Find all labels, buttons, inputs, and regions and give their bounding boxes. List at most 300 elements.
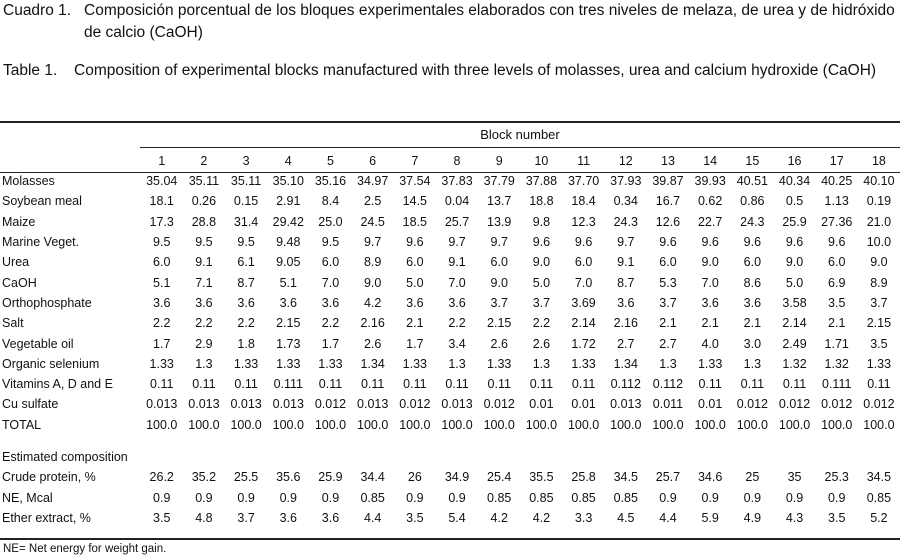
table-cell: 39.93 [694,174,726,189]
table-cell: 2.1 [659,316,677,331]
table-cell: 0.9 [659,490,677,505]
table-cell: 0.01 [571,397,596,412]
table-cell: 0.9 [785,490,804,505]
table-cell: 0.26 [191,194,217,209]
table-cell: 1.3 [448,356,466,371]
table-cell: 1.33 [571,356,596,371]
table-cell: 4.2 [490,510,508,525]
table-cell: 1.7 [153,336,171,351]
table-cell: 100.0 [525,417,558,432]
table-cell: 0.111 [273,377,303,392]
table-cell: 3.0 [743,336,762,351]
table-cell: 0.013 [610,397,642,412]
table-cell: 26.2 [149,470,174,485]
ingredient-row [0,415,900,435]
table-cell: 3.6 [743,295,762,310]
table-cell: 100.0 [399,417,431,432]
estimated-composition-header-row [0,447,900,467]
table-cell: 100.0 [441,417,473,432]
table-cell: 9.7 [490,235,508,250]
table-cell: 1.3 [659,356,677,371]
block-header-rule [140,147,900,148]
table-cell: 18.4 [571,194,596,209]
table-cell: 3.6 [406,295,424,310]
table-cell: 24.5 [360,214,385,229]
row-label: Urea [2,255,30,270]
table-cell: 9.0 [490,275,508,290]
table-cell: 6.0 [743,255,762,270]
ingredient-row [0,272,900,292]
table-cell: 0.013 [188,397,220,412]
block-number: 10 [534,154,549,168]
table-cell: 2.2 [153,316,171,331]
table-cell: 100.0 [483,417,515,432]
table-cell: 0.11 [192,377,216,392]
table-cell: 9.6 [532,235,551,250]
table-cell: 0.9 [153,490,171,505]
table-cell: 18.8 [529,194,554,209]
row-label: Vegetable oil [2,336,74,351]
table-cell: 2.7 [659,336,677,351]
table-cell: 3.5 [406,510,424,525]
table-body [0,171,900,528]
table-cell: 31.4 [233,214,259,229]
table-cell: 4.2 [532,510,551,525]
table-cell: 0.11 [571,377,596,392]
caption-spanish-label: Cuadro 1. [3,2,72,19]
table-cell: 0.85 [866,490,892,505]
block-number: 14 [703,154,718,168]
table-cell: 35.10 [272,174,304,189]
table-cell: 3.6 [195,295,213,310]
table-cell: 3.6 [448,295,466,310]
table-cell: 8.7 [617,275,635,290]
table-cell: 5.9 [701,510,719,525]
table-cell: 0.11 [487,377,511,392]
table-cell: 9.0 [532,255,551,270]
table-cell: 5.2 [870,510,888,525]
table-cell: 1.33 [318,356,343,371]
table-cell: 8.4 [321,194,340,209]
table-cell: 1.71 [824,336,849,351]
table-cell: 0.34 [613,194,638,209]
table-cell: 6.0 [406,255,424,270]
row-label: Organic selenium [2,356,100,371]
table-cell: 2.14 [571,316,596,331]
table-cell: 35.11 [230,174,262,189]
estimated-row [0,487,900,507]
table-cell: 25.3 [824,470,849,485]
block-number: 1 [158,154,166,168]
table-cell: 6.0 [153,255,171,270]
ingredient-row [0,333,900,353]
section-spacer [0,435,900,447]
table-cell: 2.5 [363,194,382,209]
table-cell: 37.93 [610,174,642,189]
table-cell: 8.6 [743,275,762,290]
table-cell: 25.0 [318,214,343,229]
table-cell: 0.62 [697,194,723,209]
block-number: 8 [453,154,461,168]
table-cell: 4.5 [617,510,635,525]
table-cell: 37.70 [567,174,600,189]
table-cell: 7.1 [195,275,213,290]
table-cell: 0.012 [483,397,515,412]
table-cell: 27.36 [821,214,853,229]
block-number: 4 [284,154,292,168]
table-cell: 9.1 [617,255,635,270]
block-number: 9 [495,154,503,168]
table-cell: 0.11 [698,377,722,392]
table-cell: 0.111 [822,377,852,392]
table-cell: 9.6 [659,235,677,250]
table-cell: 2.1 [406,316,424,331]
table-cell: 9.7 [617,235,635,250]
table-cell: 3.5 [870,336,888,351]
ingredient-row [0,212,900,232]
block-number: 13 [661,154,675,168]
table-cell: 35.11 [188,174,220,189]
table-cell: 3.7 [659,295,677,310]
table-cell: 2.2 [448,316,466,331]
table-cell: 0.013 [146,397,178,412]
table-cell: 0.11 [318,377,343,392]
table-cell: 1.32 [824,356,849,371]
row-label: Maize [2,214,36,229]
table-cell: 1.33 [697,356,723,371]
ingredient-row [0,313,900,333]
table-cell: 6.0 [659,255,677,270]
table-cell: 2.6 [532,336,551,351]
table-cell: 35.16 [314,174,347,189]
footnote: NE= Net energy for weight gain. [3,543,167,555]
block-number-header: Block number [480,127,560,142]
table-cell: 6.0 [490,255,508,270]
table-cell: 1.33 [866,356,892,371]
table-cell: 9.7 [363,235,382,250]
table-cell: 35 [787,470,802,485]
table-cell: 3.7 [532,295,551,310]
table-cell: 9.5 [153,235,171,250]
table-cell: 0.013 [441,397,473,412]
table-cell: 1.3 [195,356,213,371]
table-bottom-rule [0,538,900,540]
table-cell: 1.73 [276,336,301,351]
table-cell: 0.013 [357,397,389,412]
table-cell: 1.33 [402,356,428,371]
table-cell: 4.9 [743,510,762,525]
table-cell: 0.012 [314,397,347,412]
table-cell: 10.0 [866,235,892,250]
table-cell: 3.6 [701,295,719,310]
table-cell: 2.2 [195,316,213,331]
table-cell: 25 [745,470,760,485]
table-cell: 3.69 [571,295,596,310]
block-number: 3 [242,154,250,168]
table-cell: 2.91 [276,194,301,209]
table-cell: 0.11 [782,377,807,392]
table-cell: 2.14 [782,316,807,331]
table-cell: 9.0 [363,275,382,290]
table-cell: 1.72 [571,336,596,351]
ingredient-row [0,232,900,252]
table-cell: 2.6 [490,336,508,351]
table-cell: 6.0 [574,255,593,270]
table-cell: 3.6 [321,510,340,525]
table-cell: 2.6 [363,336,382,351]
table-cell: 1.33 [233,356,259,371]
table-cell: 2.2 [237,316,255,331]
row-label: Molasses [2,174,55,189]
table-cell: 0.11 [403,377,427,392]
table-cell: 39.87 [652,174,684,189]
table-cell: 1.3 [743,356,762,371]
block-number: 6 [369,154,377,168]
table-cell: 37.79 [483,174,515,189]
table-cell: 1.7 [321,336,340,351]
table-cell: 0.012 [778,397,811,412]
row-label-header [0,151,141,171]
table-cell: 5.1 [153,275,171,290]
table-cell: 3.6 [153,295,171,310]
table-cell: 35.04 [146,174,178,189]
table-cell: 13.9 [487,214,512,229]
table-cell: 35.5 [529,470,554,485]
table-cell: 0.9 [701,490,719,505]
table-cell: 35.2 [191,470,217,485]
table-cell: 0.013 [230,397,262,412]
table-cell: 24.3 [613,214,638,229]
table-cell: 24.3 [740,214,765,229]
table-cell: 6.9 [828,275,846,290]
table-cell: 0.85 [487,490,512,505]
table-cell: 9.6 [743,235,762,250]
row-label: Soybean meal [2,194,82,209]
table-cell: 100.0 [736,417,768,432]
table-cell: 37.88 [525,174,558,189]
table-cell: 1.33 [149,356,174,371]
table-cell: 100.0 [230,417,262,432]
table-cell: 4.3 [785,510,804,525]
table-cell: 6.1 [237,255,255,270]
table-cell: 100.0 [146,417,178,432]
table-cell: 25.5 [233,470,259,485]
table-cell: 3.7 [870,295,888,310]
table-cell: 9.1 [195,255,213,270]
table-cell: 40.51 [736,174,768,189]
table-cell: 3.6 [321,295,340,310]
table-cell: 34.4 [360,470,385,485]
table-cell: 9.6 [574,235,593,250]
table-cell: 5.3 [659,275,677,290]
table-cell: 0.85 [529,490,554,505]
table-cell: 0.15 [233,194,259,209]
table-cell: 9.5 [321,235,340,250]
table-cell: 4.0 [701,336,719,351]
table-cell: 3.4 [448,336,466,351]
table-cell: 0.01 [529,397,554,412]
table-cell: 3.6 [237,295,255,310]
table-cell: 7.0 [448,275,466,290]
table-cell: 7.0 [701,275,719,290]
table-cell: 0.19 [866,194,892,209]
table-cell: 2.2 [532,316,551,331]
row-label: Cu sulfate [2,397,59,412]
table-cell: 6.0 [321,255,340,270]
table-cell: 0.012 [821,397,853,412]
table-cell: 0.112 [610,377,641,392]
table-cell: 0.9 [828,490,846,505]
table-cell: 100.0 [821,417,853,432]
table-cell: 2.15 [276,316,301,331]
block-number: 17 [829,154,844,168]
table-cell: 0.85 [360,490,385,505]
table-cell: 29.42 [272,214,304,229]
table-cell: 9.6 [701,235,719,250]
table-cell: 9.6 [828,235,846,250]
table-cell: 9.0 [785,255,804,270]
ingredient-row [0,191,900,211]
table-cell: 2.1 [828,316,846,331]
table-cell: 18.1 [149,194,174,209]
table-cell: 25.7 [444,214,470,229]
table-cell: 34.9 [444,470,470,485]
table-cell: 3.58 [782,295,807,310]
block-number-row [0,151,900,171]
block-number: 7 [411,154,419,168]
row-label: Salt [2,316,24,331]
table-cell: 2.1 [701,316,719,331]
table-cell: 0.01 [697,397,723,412]
table-cell: 4.4 [659,510,677,525]
table-cell: 34.6 [697,470,723,485]
row-label: Orthophosphate [2,295,92,310]
table-cell: 100.0 [610,417,642,432]
table-cell: 25.9 [318,470,343,485]
table-cell: 0.85 [613,490,638,505]
caption-spanish-text: Composición porcentual de los bloques experimentales elaborados con tres niveles de melaza, de urea y de hidróxido de calcio (CaOH) [84,2,895,41]
table-cell: 18.5 [402,214,428,229]
estimated-row [0,467,900,487]
row-label: Vitamins A, D and E [2,377,113,392]
ingredient-row [0,252,900,272]
table-cell: 0.9 [321,490,340,505]
table-cell: 8.7 [237,275,255,290]
table-cell: 0.112 [652,377,684,392]
table-cell: 3.7 [490,295,508,310]
table-cell: 9.6 [785,235,804,250]
table-cell: 34.5 [866,470,892,485]
table-cell: 2.15 [487,316,512,331]
table-cell: 16.7 [655,194,681,209]
table-cell: 25.7 [655,470,681,485]
table-cell: 0.11 [360,377,385,392]
table-cell: 28.8 [191,214,217,229]
ingredient-row [0,171,900,191]
table-cell: 0.11 [234,377,258,392]
table-cell: 9.6 [406,235,424,250]
table-cell: 1.8 [237,336,255,351]
table-cell: 7.0 [321,275,340,290]
table-cell: 2.16 [613,316,638,331]
row-label: CaOH [2,275,37,290]
table-cell: 0.5 [785,194,804,209]
table-cell: 17.3 [149,214,174,229]
table-cell: 2.16 [360,316,385,331]
table-cell: 3.6 [279,510,297,525]
block-number: 18 [871,154,886,168]
table-cell: 21.0 [866,214,892,229]
table-cell: 0.012 [736,397,768,412]
table-cell: 0.11 [740,377,765,392]
table-top-rule [0,121,900,123]
row-label: Marine Veget. [2,235,80,250]
table-cell: 3.3 [574,510,593,525]
table-cell: 40.34 [778,174,811,189]
table-cell: 1.33 [487,356,512,371]
table-cell: 9.1 [448,255,466,270]
table-cell: 1.32 [782,356,807,371]
table-cell: 4.2 [363,295,382,310]
table-cell: 100.0 [314,417,347,432]
table-cell: 4.4 [363,510,382,525]
table-cell: 0.85 [571,490,596,505]
table-cell: 4.8 [195,510,213,525]
table-cell: 9.05 [276,255,301,270]
table-cell: 12.3 [571,214,596,229]
table-cell: 0.9 [406,490,424,505]
ingredient-row [0,354,900,374]
table-cell: 3.5 [828,295,846,310]
caption-english-label: Table 1. [3,62,58,79]
ingredient-row [0,394,900,414]
table-cell: 1.34 [360,356,385,371]
table-cell: 0.11 [529,377,554,392]
block-number: 15 [745,154,760,168]
table-cell: 2.1 [743,316,762,331]
table-cell: 34.97 [357,174,389,189]
block-number: 11 [577,154,591,168]
table-cell: 5.0 [785,275,804,290]
table-cell: 0.9 [237,490,255,505]
table-cell: 12.6 [655,214,681,229]
ingredient-row [0,293,900,313]
row-label: Crude protein, % [2,470,96,485]
table-cell: 100.0 [357,417,389,432]
table-cell: 9.8 [532,214,551,229]
table-cell: 37.54 [399,174,431,189]
table-cell: 2.49 [782,336,807,351]
row-label: NE, Mcal [2,490,53,505]
table-cell: 9.0 [701,255,719,270]
estimated-composition-header: Estimated composition [2,450,128,464]
table-cell: 9.5 [195,235,213,250]
table-cell: 25.9 [782,214,807,229]
table-cell: 3.5 [828,510,846,525]
table-cell: 0.86 [740,194,765,209]
table-cell: 6.0 [828,255,846,270]
table-cell: 0.012 [399,397,431,412]
table-cell: 3.6 [617,295,635,310]
table-cell: 0.012 [863,397,895,412]
table-cell: 37.83 [441,174,473,189]
block-number: 2 [200,154,208,168]
table-cell: 1.33 [276,356,301,371]
table-cell: 2.15 [866,316,892,331]
table-cell: 1.13 [824,194,849,209]
table-cell: 100.0 [567,417,600,432]
table-cell: 0.11 [150,377,174,392]
